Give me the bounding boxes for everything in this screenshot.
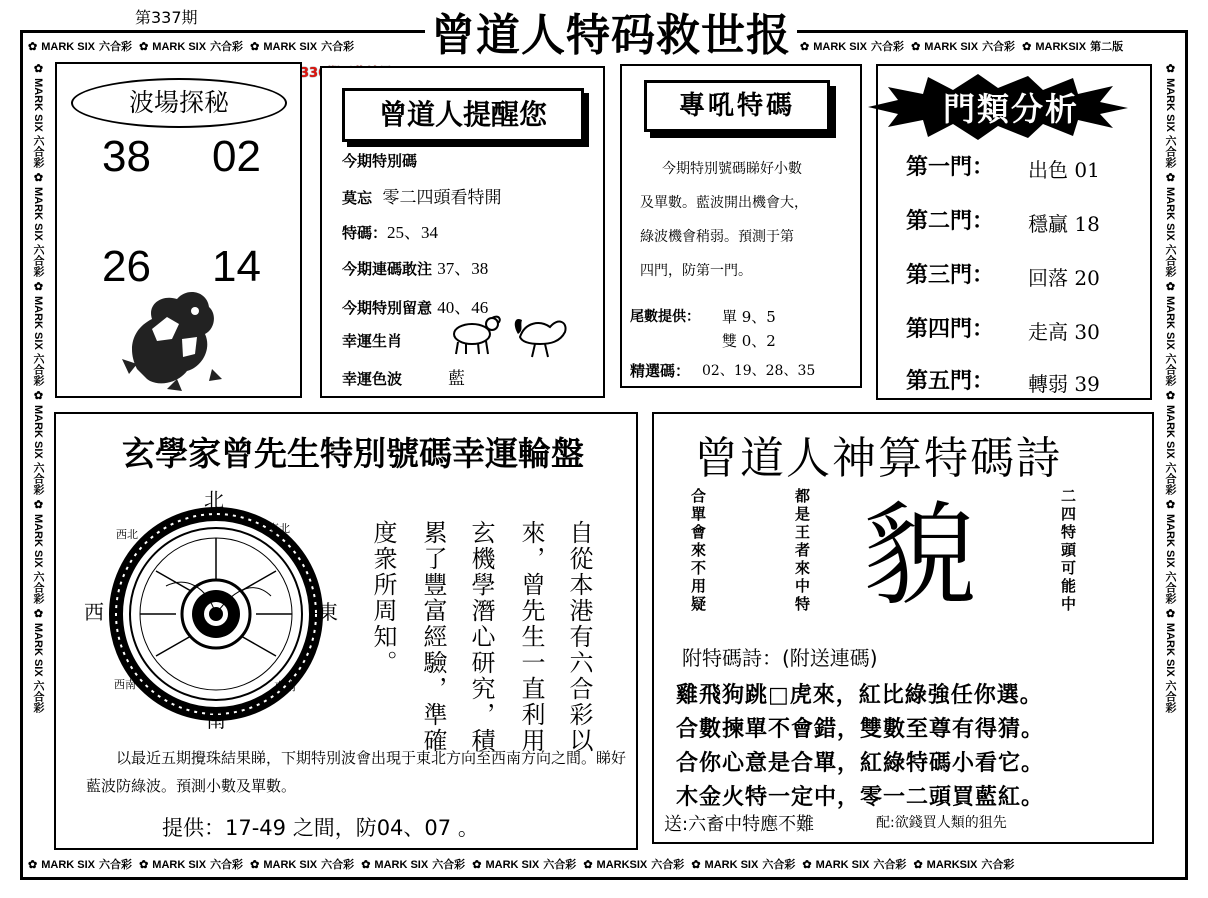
poem-line-4: 木金火特一定中，零一二頭買藍紅。 [676,785,1045,810]
compass-south: 南 [206,708,226,732]
tail-label: 尾數提供： [630,309,700,325]
compass-southeast: 東南 [274,680,296,693]
dragon-icon [117,279,227,394]
compass-northeast: 東北 [268,522,290,535]
reminder-row-3: 特碼：25、34 [342,223,439,242]
top-border-strip-left: ✿ MARK SIX 六合彩 ✿ MARK SIX 六合彩 ✿ MARK SIX 六合彩 [28,41,355,53]
poem-line-2: 合數揀單不會錯，雙數至尊有得猜。 [676,717,1045,742]
panel-reminder-title: 曾道人提醒您 [342,88,584,142]
door-label-5: 第五門： [906,368,995,394]
door-label-1: 第一門： [906,154,995,180]
poem-line-1: 雞飛狗跳□虎來，紅比綠強任你選。 [676,683,1043,708]
compass-north: 北 [204,488,224,512]
door-value-3: 回落 20 [1028,266,1100,290]
left-border-strip: ✿ MARK SIX 六合彩 ✿ MARK SIX 六合彩 ✿ MARK SIX 六合彩 ✿ MARK SIX 六合彩 ✿ MARK SIX 六合彩 ✿ MARK SIX 六合彩 [32,62,44,713]
compass-northwest: 西北 [116,528,138,541]
panel-reminder [320,66,605,398]
door-analysis-title: 門類分析 [942,90,1079,128]
tail-double: 雙 0、2 [722,332,776,350]
poem-subtitle: 附特碼詩：(附送連碼) [682,646,878,670]
door-label-3: 第三門： [906,262,995,288]
wave-number-4: 14 [212,242,261,291]
intro-col-2: 來，曾先生一直利用 [517,520,545,754]
panel-door-analysis [876,64,1152,400]
pick-values: 02、19、28、35 [702,363,816,379]
reminder-row-4: 今期連碼敢注 37、38 [342,259,489,278]
door-value-5: 轉弱 39 [1028,372,1100,396]
panel-special-code [620,64,862,388]
intro-col-3: 玄機學潛心研究，積 [467,520,495,754]
panel-wave-title-oval [71,78,287,128]
provide-line: 提供：17-49 之間，防04、07 。 [162,816,479,840]
compass-southwest: 西南 [114,678,136,691]
wave-number-3: 26 [102,242,151,291]
compass-east: 東 [318,600,338,624]
bottom-border-strip: ✿ MARK SIX 六合彩 ✿ MARK SIX 六合彩 ✿ MARK SIX 六合彩 ✿ MARK SIX 六合彩 ✿ MARK SIX 六合彩 ✿ MARKSIX 六合彩 ✿ MARK SIX 六合彩 ✿ MARK SIX 六合彩 ✿ MARKSIX 六合彩 [28,859,1015,871]
poem-title: 曾道人神算特碼詩 [694,433,1062,484]
poem-col-right: 二四特頭可能中 [1059,488,1077,614]
match-label: 配:欲錢買人類的狙先 [876,815,1007,831]
poem-col-mid: 都是王者來中特 [793,488,811,614]
door-value-1: 出色 01 [1028,158,1100,182]
panel-wave-secret [55,62,302,398]
tail-single: 單 9、5 [722,308,776,326]
reminder-row-7: 幸運色波 藍 [342,369,466,388]
compass-west: 西 [84,600,104,624]
reminder-row-1: 今期特別碼 [342,152,418,170]
door-value-4: 走高 30 [1028,320,1100,344]
rooster-icon [510,312,570,360]
panel-poem [652,412,1154,844]
send-label: 送:六畜中特應不難 [664,814,815,835]
special-text: 今期特別號碼睇好小數 及單數。藍波開出機會大， 綠波機會稍弱。預測于第 四門，防第一門。 [640,161,808,279]
forecast-note: 以最近五期攪珠結果睇，下期特別波會出現于東北方向至西南方向之間。睇好藍波防綠波。預測小數及單數。 [86,749,627,795]
panel-wave-title: 波場探秘 [128,88,229,117]
poem-col-left: 合單會來不用疑 [689,488,707,614]
poem-line-3: 合你心意是合單，紅綠特碼小看它。 [676,751,1045,776]
wave-number-2: 02 [212,132,261,181]
lucky-wheel-title: 玄學家曾先生特別號碼幸運輪盤 [122,434,584,473]
reminder-row-5: 今期特別留意 40、46 [342,298,489,317]
reminder-row-2: 莫忘 零二四頭看特開 [342,188,502,207]
goat-icon [444,314,504,356]
reminder-row-6: 幸運生肖 [342,332,403,350]
top-border-strip-right: ✿ MARK SIX 六合彩 ✿ MARK SIX 六合彩 ✿ MARKSIX 第二版 [800,41,1124,53]
right-border-strip: ✿ MARK SIX 六合彩 ✿ MARK SIX 六合彩 ✿ MARK SIX 六合彩 ✿ MARK SIX 六合彩 ✿ MARK SIX 六合彩 ✿ MARK SIX 六合彩 [1164,62,1176,713]
big-character: 貌 [864,491,976,621]
intro-col-4: 累了豐富經驗，準確 [419,520,447,754]
issue-label: 第337期 [135,8,198,27]
door-value-2: 穩贏 18 [1028,212,1100,236]
door-label-2: 第二門： [906,208,995,234]
panel-special-title: 專吼特碼 [644,80,830,132]
wave-number-1: 38 [102,132,151,181]
main-title: 曾道人特码救世报 [425,8,797,64]
intro-col-1: 自從本港有六合彩以 [565,520,593,754]
intro-col-5: 度衆所周知。 [369,520,397,676]
panel-lucky-wheel [54,412,638,850]
pick-label: 精選碼： [630,362,691,380]
door-label-4: 第四門： [906,316,995,342]
